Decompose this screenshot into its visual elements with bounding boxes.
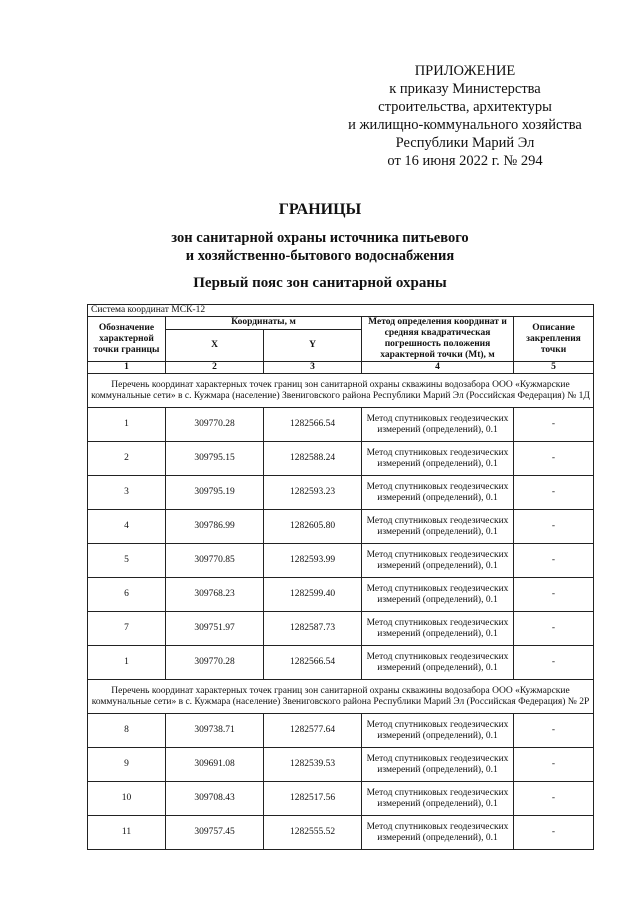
appendix-line: ПРИЛОЖЕНИЕ <box>414 63 516 79</box>
coord-y: 1282599.40 <box>264 578 362 612</box>
method-cell: Метод спутниковых геодезических измерений (определений), 0.1 <box>362 646 514 680</box>
coord-y: 1282566.54 <box>264 646 362 680</box>
subtitle-line: зон санитарной охраны источника питьевого <box>171 230 469 246</box>
method-cell: Метод спутниковых геодезических измерений (определений), 0.1 <box>362 510 514 544</box>
coord-x: 309691.08 <box>166 748 264 782</box>
method-cell: Метод спутниковых геодезических измерений (определений), 0.1 <box>362 442 514 476</box>
header-y: Y <box>264 329 362 361</box>
document-title: ГРАНИЦЫ <box>278 201 362 218</box>
appendix-line: Республики Марий Эл <box>395 135 535 151</box>
coord-x: 309770.28 <box>166 408 264 442</box>
table-row <box>88 408 594 442</box>
point-number: 3 <box>88 476 166 510</box>
table-row <box>88 714 594 748</box>
coord-y: 1282555.52 <box>264 816 362 850</box>
table-row <box>88 578 594 612</box>
description-cell: - <box>514 476 594 510</box>
method-cell: Метод спутниковых геодезических измерений (определений), 0.1 <box>362 612 514 646</box>
coordinate-system: Система координат МСК-12 <box>88 305 594 317</box>
point-number: 1 <box>88 408 166 442</box>
coord-x: 309795.15 <box>166 442 264 476</box>
coord-x: 309770.28 <box>166 646 264 680</box>
coord-y: 1282577.64 <box>264 714 362 748</box>
coord-y: 1282605.80 <box>264 510 362 544</box>
coord-x: 309770.85 <box>166 544 264 578</box>
method-cell: Метод спутниковых геодезических измерений (определений), 0.1 <box>362 748 514 782</box>
method-cell: Метод спутниковых геодезических измерений (определений), 0.1 <box>362 714 514 748</box>
method-cell: Метод спутниковых геодезических измерений (определений), 0.1 <box>362 816 514 850</box>
table-row <box>88 646 594 680</box>
table-row <box>88 510 594 544</box>
description-cell: - <box>514 578 594 612</box>
coord-y: 1282517.56 <box>264 782 362 816</box>
coord-x: 309795.19 <box>166 476 264 510</box>
coord-x: 309757.45 <box>166 816 264 850</box>
table-row <box>88 612 594 646</box>
method-cell: Метод спутниковых геодезических измерений (определений), 0.1 <box>362 544 514 578</box>
point-number: 7 <box>88 612 166 646</box>
coord-y: 1282566.54 <box>264 408 362 442</box>
zone-title: Первый пояс зон санитарной охраны <box>193 275 447 291</box>
coord-x: 309708.43 <box>166 782 264 816</box>
header-point: Обозначение характерной точки границы <box>88 317 166 362</box>
column-number: 1 <box>88 362 166 374</box>
coord-y: 1282593.23 <box>264 476 362 510</box>
point-number: 9 <box>88 748 166 782</box>
coord-x: 309738.71 <box>166 714 264 748</box>
description-cell: - <box>514 442 594 476</box>
method-cell: Метод спутниковых геодезических измерений (определений), 0.1 <box>362 782 514 816</box>
column-number: 5 <box>514 362 594 374</box>
table-row <box>88 748 594 782</box>
method-cell: Метод спутниковых геодезических измерений (определений), 0.1 <box>362 408 514 442</box>
description-cell: - <box>514 544 594 578</box>
description-cell: - <box>514 646 594 680</box>
description-cell: - <box>514 816 594 850</box>
coord-x: 309768.23 <box>166 578 264 612</box>
header-x: X <box>166 329 264 361</box>
point-number: 6 <box>88 578 166 612</box>
appendix-line: и жилищно-коммунального хозяйства <box>348 117 582 133</box>
appendix-line: строительства, архитектуры <box>378 99 552 115</box>
table-row <box>88 544 594 578</box>
point-number: 5 <box>88 544 166 578</box>
column-number: 2 <box>166 362 264 374</box>
table-row <box>88 782 594 816</box>
coord-y: 1282588.24 <box>264 442 362 476</box>
coord-x: 309751.97 <box>166 612 264 646</box>
section-title: Перечень координат характерных точек границ зон санитарной охраны скважины водозабора ООО «Кужмарские коммунальные сети» в с. Кужмара (население) Звениговского района Республики Марий Эл (Российская Федерация) № 1Д <box>88 374 594 408</box>
point-number: 1 <box>88 646 166 680</box>
header-coords: Координаты, м <box>166 317 362 330</box>
description-cell: - <box>514 782 594 816</box>
point-number: 10 <box>88 782 166 816</box>
description-cell: - <box>514 408 594 442</box>
description-cell: - <box>514 714 594 748</box>
point-number: 11 <box>88 816 166 850</box>
description-cell: - <box>514 748 594 782</box>
coordinates-table <box>87 304 594 850</box>
column-number: 4 <box>362 362 514 374</box>
header-desc: Описание закрепления точки <box>514 317 594 362</box>
header-method: Метод определения координат и средняя квадратическая погрешность положения характерной точки (Mt), м <box>362 317 514 362</box>
appendix-line: к приказу Министерства <box>389 81 541 97</box>
point-number: 4 <box>88 510 166 544</box>
description-cell: - <box>514 612 594 646</box>
coord-x: 309786.99 <box>166 510 264 544</box>
method-cell: Метод спутниковых геодезических измерений (определений), 0.1 <box>362 578 514 612</box>
table-row <box>88 816 594 850</box>
coord-y: 1282587.73 <box>264 612 362 646</box>
coord-y: 1282539.53 <box>264 748 362 782</box>
method-cell: Метод спутниковых геодезических измерений (определений), 0.1 <box>362 476 514 510</box>
point-number: 8 <box>88 714 166 748</box>
description-cell: - <box>514 510 594 544</box>
subtitle-line: и хозяйственно-бытового водоснабжения <box>185 248 455 264</box>
coord-y: 1282593.99 <box>264 544 362 578</box>
table-row <box>88 476 594 510</box>
table-row <box>88 442 594 476</box>
section-title: Перечень координат характерных точек границ зон санитарной охраны скважины водозабора ООО «Кужмарские коммунальные сети» в с. Кужмара (население) Звениговского района Республики Марий Эл (Российская Федерация) № 2Р <box>88 680 594 714</box>
point-number: 2 <box>88 442 166 476</box>
appendix-line: от 16 июня 2022 г. № 294 <box>387 153 543 169</box>
section-row <box>88 680 594 714</box>
section-row <box>88 374 594 408</box>
column-number: 3 <box>264 362 362 374</box>
